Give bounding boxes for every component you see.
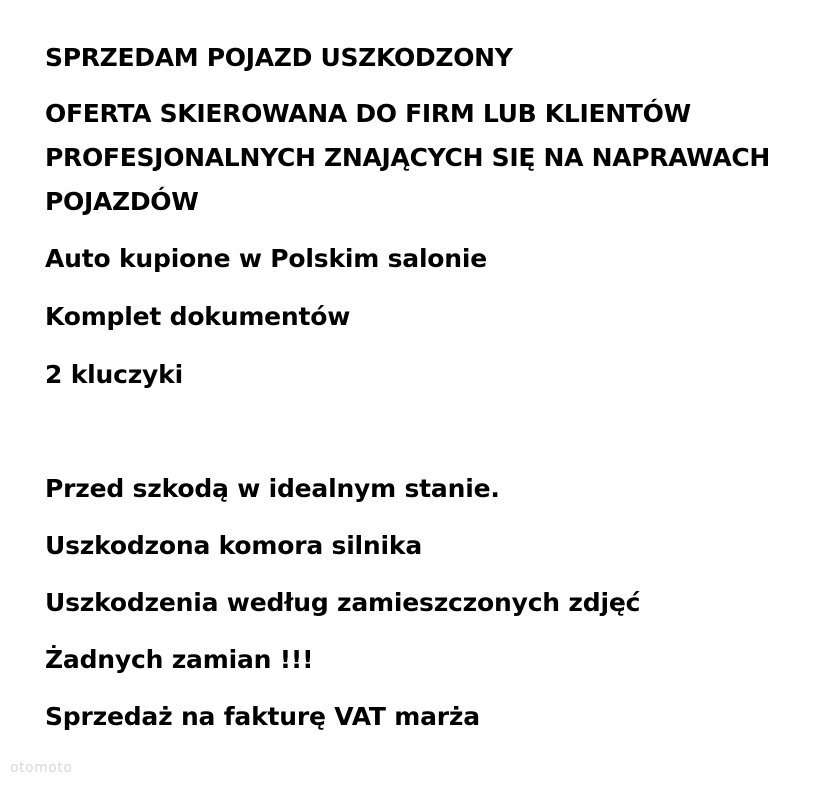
- offer-target-notice: OFERTA SKIEROWANA DO FIRM LUB KLIENTÓW PROFESJONALNYCH ZNAJĄCYCH SIĘ NA NAPRAWACH POJAZDÓW: [45, 99, 771, 216]
- headline-sell-damaged-vehicle: SPRZEDAM POJAZD USZKODZONY: [45, 43, 513, 72]
- two-keys: 2 kluczyki: [45, 360, 183, 389]
- no-trades: Żadnych zamian !!!: [45, 645, 314, 674]
- vat-margin-invoice: Sprzedaż na fakturę VAT marża: [45, 702, 480, 731]
- bought-in-polish-showroom: Auto kupione w Polskim salonie: [45, 244, 488, 273]
- watermark-logo: otomoto: [10, 760, 73, 776]
- complete-documents: Komplet dokumentów: [45, 302, 351, 331]
- condition-before-damage: Przed szkodą w idealnym stanie.: [45, 474, 500, 503]
- damaged-engine-bay: Uszkodzona komora silnika: [45, 531, 422, 560]
- damage-per-photos: Uszkodzenia według zamieszczonych zdjęć: [45, 588, 641, 617]
